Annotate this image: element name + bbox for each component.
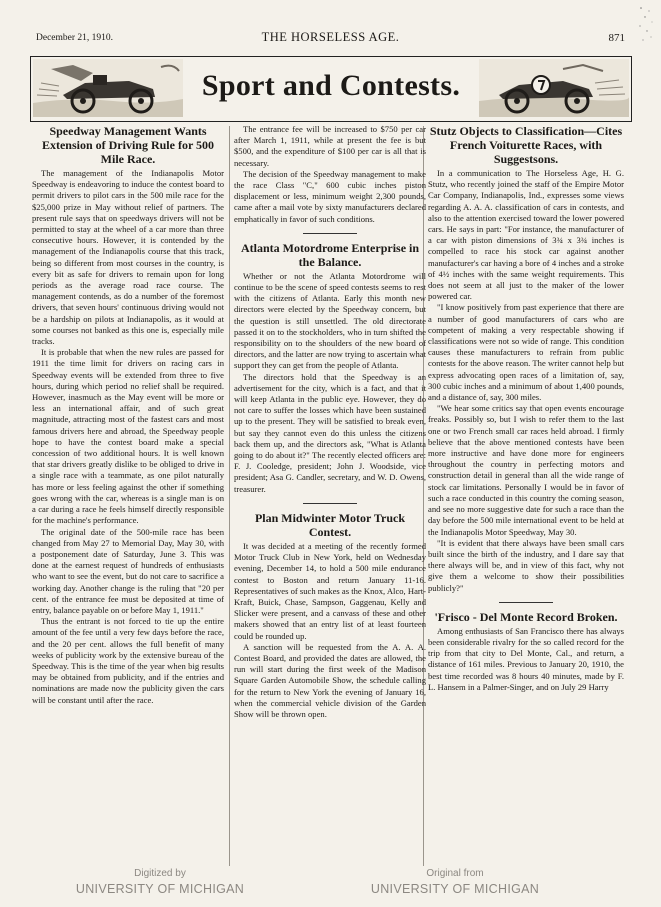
article-divider bbox=[303, 233, 357, 234]
column-1 bbox=[32, 124, 224, 706]
article-frisco-record bbox=[428, 610, 624, 693]
article-speedway-continued bbox=[234, 124, 426, 225]
article-body bbox=[234, 541, 426, 720]
source-name: UNIVERSITY OF MICHIGAN bbox=[370, 882, 540, 896]
article-divider bbox=[499, 602, 553, 603]
article-body bbox=[428, 168, 624, 594]
article-atlanta bbox=[234, 241, 426, 495]
paragraph: The directors hold that the Speedway is an advertisement for the city, which is a fact, and that it will keep Atlanta in the public eye. However, they do not care to suffer the losses which have been sustained up to the present. They will be satisfied to break even, but say they cannot even do this unless the citizens back them up, and the directors ask, "What is Atlanta going to do about it?" The recently elected officers are: F. J. Cooledge, president; John J. Woodside, vice president; Asa G. Candler, secretary, and W. D. Owens, treasurer. bbox=[234, 371, 426, 494]
paragraph: Thus the entrant is not forced to tie up the entire amount of the fee until a very few days before the race, and the 20 per cent. allows the full benefit of many weeks of publicity work by the extensive bureau of the Speedway. This is the time of the year when big results may be obtained from publicity, and if the entries and nominations are made now the publicity given the cars will be constant until after the race. bbox=[32, 616, 224, 705]
column-2 bbox=[234, 124, 426, 720]
paragraph: Among enthusiasts of San Francisco there has always been considerable rivalry for the so called record for the trip from that city to Del Monte, Cal., and return, a distance of 161 miles. Previous to January 20, 1910, the best time recorded was 8 hours 40 minutes, made by F. L. Hansem in a Palmer-Singer, and on July 29 Harry bbox=[428, 625, 624, 692]
paragraph: The entrance fee will be increased to $750 per car after March 1, 1911, while at present the fee is but $500, and the expenditure of $100 per car is all that is necessary. bbox=[234, 124, 426, 168]
article-headline: Speedway Management Wants Extension of Driving Rule for 500 Mile Race. bbox=[41, 124, 215, 166]
section-banner bbox=[30, 56, 632, 122]
paragraph: A sanction will be requested from the A. A. A. Contest Board, and provided the dates are allowed, the run will start during the first week of the Madison Square Garden Automobile Show, the schedule calling for the return to New York the evening of January 16, when the commercial vehicle division of the Garden Show will be thrown open. bbox=[234, 641, 426, 719]
paragraph: The management of the Indianapolis Motor Speedway is endeavoring to induce the contest board to permit drivers to pilot cars in the 500 mile race for the $25,000 prize in May without relief of partners. The present rule says that on speedways drivers will not be permitted to stay at the wheel of a car more than three consecutive hours. However, it is contended by the management of the Indianapolis course that this track, being so different from most courses in the country, is every bit as safe for drivers to remain upon for long periods as the average road race course. The management contends, as do a number of the foremost drivers, that seven hours' continuous driving would not be a hardship on pilots at Indianapolis, as it would at some courses not banked as this one is, especially mile tracks. bbox=[32, 168, 224, 347]
paper-speckle-decoration bbox=[637, 4, 655, 44]
article-stutz bbox=[428, 124, 624, 594]
paragraph: Whether or not the Atlanta Motordrome will continue to be the scene of speed contests seems to rest with the citizens of Atlanta. Early this month new directors were elected by the Speedway concern, but the question is still unsettled. The old directorate passed it on to the stockholders, who in turn shifted the responsibility on to the shoulders of the new board of directors, and the latter are now trying to ascertain what support they can get from the people of Atlanta. bbox=[234, 270, 426, 371]
paragraph: It is probable that when the new rules are passed for 1911 the time limit for drivers on racing cars in Speedway events will be extended from three to five hours, during which period no relief shall be required. However, inasmuch as the May event will be more or less an international affair, and of such great magnitude, attracting most of the fastest cars and most famous drivers here and abroad, the Speedway people hope to have the contest board make a special concession of two additional hours. It is well known that star drivers greatly dislike to be obliged to drive in a single race with a teammate, as one pilot naturally has more or less feeling against the other if something goes wrong with the car, whereas is a single man is on a car during a race he feels himself directly responsible for the machine's performance. bbox=[32, 347, 224, 526]
paragraph: "I know positively from past experience that there are a number of good manufacturers of cars who are competent of making a very respectable showing if classifications were not so wide of range. This condition causes these manufacturers to refrain from public contests for the above reason. The writer cannot help but express advocating open races of a limitation of, say, 300 cubic inches and a minimum of about 1,400 pounds, and a distance of, say, 300 miles. bbox=[428, 302, 624, 403]
article-headline: Stutz Objects to Classification—Cites French Voiturette Races, with Suggestsons. bbox=[429, 124, 623, 166]
column-rule bbox=[229, 126, 230, 866]
article-body bbox=[428, 626, 624, 693]
paragraph: The decision of the Speedway management to make the race Class "C," 600 cubic inches piston displacement or less, minimum weight 2,300 pounds, came after a mail vote by sixty manufacturers declared emphatically in favor of such conditions. bbox=[234, 168, 426, 224]
digitizer-name: UNIVERSITY OF MICHIGAN bbox=[75, 882, 245, 896]
issue-date: December 21, 1910. bbox=[36, 33, 114, 43]
paragraph: "We hear some critics say that open events encourage freaks. Possibly so, but I wish to refer them to the last one or two French small car races held abroad. I firmly believe that the above mentioned contests have been more instructive and have done more for engineers throughout the country in perfecting motors and construction detail in general than all the wide range of stock car limitations. Personally I would be in favor of such a race conducted in this country the coming season, and see no more suggestive date for such a race than the day before the 500 mile international event to be held at the Indianapolis Motor Speedway, May 30. bbox=[428, 403, 624, 537]
article-divider bbox=[303, 503, 357, 504]
article-body bbox=[32, 168, 224, 706]
article-headline: Plan Midwinter Motor Truck Contest. bbox=[254, 510, 406, 539]
race-car-illustration-right bbox=[479, 59, 629, 117]
paragraph: In a communication to The Horseless Age, H. G. Stutz, who recently joined the staff of the Empire Motor Car Company, Indianapolis, Ind., expresses some views regarding A. A. A. classification of cars in contests, and also to the attention exercised toward the lower powered cars. He says in part: "For instance, the manufacturer of a car with piston dimensions of 3¾ x 3¾ inches is compelled to race his stock car against another manufacturer's car having a bore of 4 inches and a stroke of 4½ inches with the same weight requirements. This does not seem at all just to the maker of the lower powered car. bbox=[428, 168, 624, 302]
article-headline: Atlanta Motordrome Enterprise in the Balance. bbox=[240, 240, 420, 269]
paragraph: It was decided at a meeting of the recently formed Motor Truck Club in New York, held on Wednesday evening, December 14, to hold a 500 mile endurance contest to Boston and return January 11-16. Representatives of such makes as the Knox, Alco, Hart-Kraft, Buick, Chase, Sampson, Gaggenau, Kelly and Slicker were present, and a canvass of these and other makers showed that an entry list of at least fourteen could be rounded up. bbox=[234, 540, 426, 641]
race-car-illustration-left bbox=[33, 59, 183, 117]
paragraph: "It is evident that there always have been small cars built since the birth of the industry, and I dare say that there always will be, and in view of this fact, why not give them a welcome to show their possibilities publicly?" bbox=[428, 537, 624, 593]
paragraph: The original date of the 500-mile race has been changed from May 27 to Memorial Day, May 30, with a postponement date of Saturday, June 3. This was done at the earnest request of hundreds of enthusiasts who want to see the event, but do not care to sacrifice a working day. Another change is the ruling that "20 per cent. of the entrance fee must be deposited at time of entry, balance payable on or before May 1, 1911." bbox=[32, 526, 224, 615]
article-speedway bbox=[32, 124, 224, 706]
section-title: Sport and Contests. bbox=[201, 69, 461, 102]
column-3 bbox=[428, 124, 624, 693]
article-body bbox=[234, 271, 426, 495]
digitization-footer bbox=[0, 868, 661, 904]
article-headline: 'Frisco - Del Monte Record Broken. bbox=[434, 609, 618, 624]
page-number: 871 bbox=[608, 32, 625, 44]
running-head bbox=[36, 30, 625, 46]
original-from-label: Original from bbox=[426, 868, 484, 879]
article-truck-contest bbox=[234, 511, 426, 720]
digitized-by-label: Digitized by bbox=[134, 868, 186, 879]
journal-title: THE HORSELESS AGE. bbox=[261, 30, 400, 44]
